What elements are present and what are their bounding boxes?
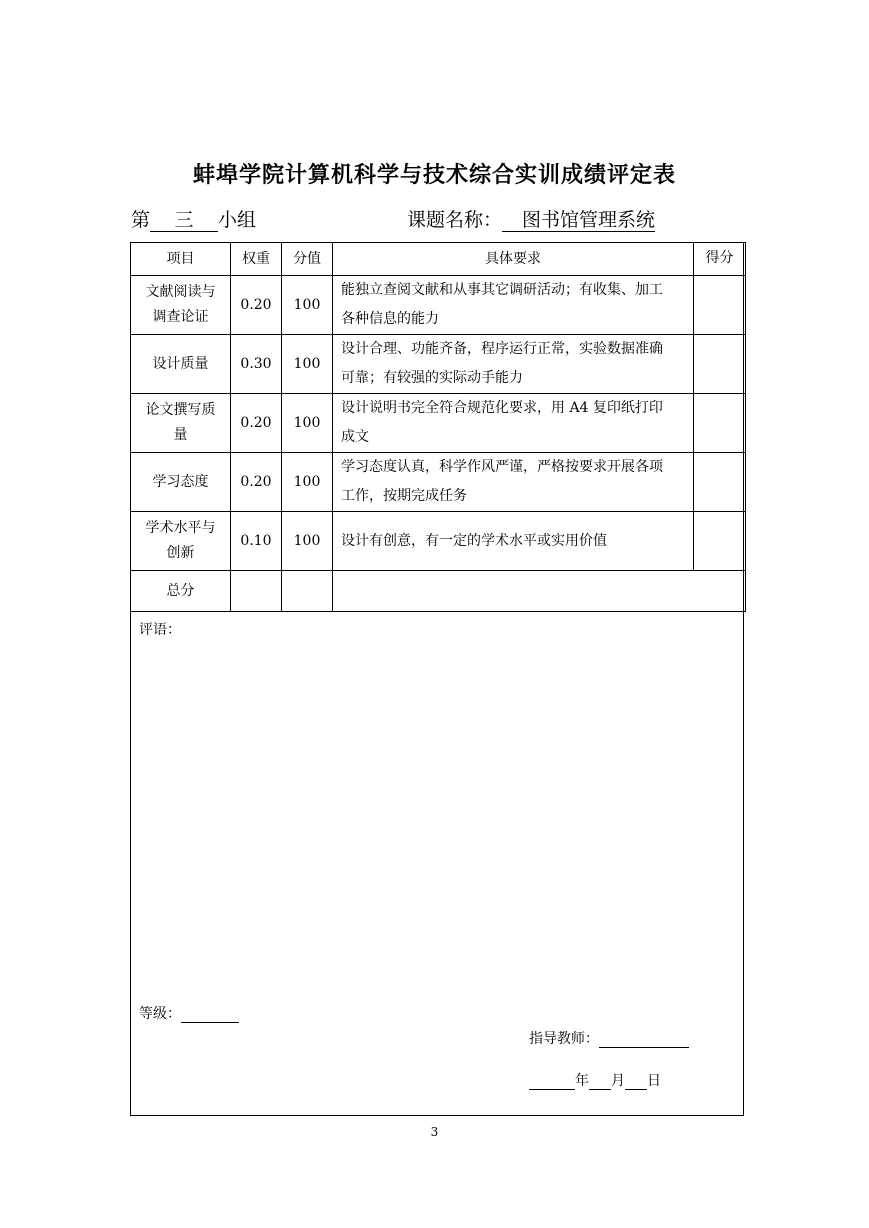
requirement-cell: 能独立查阅文献和从事其它调研活动；有收集、加工 各种信息的能力 xyxy=(333,276,694,335)
grade-field xyxy=(139,1003,239,1023)
weight-cell: 0.10 xyxy=(231,512,282,571)
points-cell: 100 xyxy=(282,512,333,571)
table-row xyxy=(131,453,746,512)
table-header-row xyxy=(131,243,746,276)
table-row xyxy=(131,335,746,394)
comments-label: 评语： xyxy=(139,622,181,638)
topic-value: 图书馆管理系统 xyxy=(502,209,655,232)
topic-label: 课题名称： xyxy=(407,209,503,231)
header-requirement: 具体要求 xyxy=(333,243,694,276)
item-cell: 设计质量 xyxy=(131,335,231,394)
year-label: 年 xyxy=(575,1073,589,1089)
item-cell: 学习态度 xyxy=(131,453,231,512)
total-weight-cell[interactable] xyxy=(231,571,282,612)
points-cell: 100 xyxy=(282,453,333,512)
group-suffix: 小组 xyxy=(218,209,257,231)
header-score: 得分 xyxy=(694,243,746,276)
points-cell: 100 xyxy=(282,394,333,453)
month-blank[interactable] xyxy=(589,1075,611,1090)
requirement-cell: 设计有创意，有一定的学术水平或实用价值 xyxy=(333,512,694,571)
topic-field xyxy=(407,205,655,232)
day-blank[interactable] xyxy=(625,1075,647,1090)
header-points: 分值 xyxy=(282,243,333,276)
score-cell[interactable] xyxy=(694,335,746,394)
teacher-label: 指导教师： xyxy=(529,1031,599,1047)
weight-cell: 0.20 xyxy=(231,394,282,453)
requirement-cell: 学习态度认真，科学作风严谨，严格按要求开展各项 工作，按期完成任务 xyxy=(333,453,694,512)
table-row xyxy=(131,394,746,453)
header-weight: 权重 xyxy=(231,243,282,276)
item-cell: 文献阅读与 调查论证 xyxy=(131,276,231,335)
teacher-blank[interactable] xyxy=(599,1033,689,1048)
grade-blank[interactable] xyxy=(181,1008,239,1023)
day-label: 日 xyxy=(647,1073,661,1089)
grade-label: 等级： xyxy=(139,1006,181,1022)
total-points-cell[interactable] xyxy=(282,571,333,612)
table-row xyxy=(131,276,746,335)
month-label: 月 xyxy=(611,1073,625,1089)
score-cell[interactable] xyxy=(694,512,746,571)
page-number: 3 xyxy=(430,1125,439,1139)
score-cell[interactable] xyxy=(694,276,746,335)
table-row xyxy=(131,512,746,571)
teacher-signature-field xyxy=(529,1028,689,1048)
weight-cell: 0.30 xyxy=(231,335,282,394)
form-title: 蚌埠学院计算机科学与技术综合实训成绩评定表 xyxy=(192,162,676,188)
item-cell: 学术水平与 创新 xyxy=(131,512,231,571)
requirement-cell: 设计说明书完全符合规范化要求，用 A4 复印纸打印 成文 xyxy=(333,394,694,453)
score-cell[interactable] xyxy=(694,394,746,453)
total-label: 总分 xyxy=(131,571,231,612)
group-field xyxy=(131,205,256,232)
item-cell: 论文撰写质 量 xyxy=(131,394,231,453)
points-cell: 100 xyxy=(282,276,333,335)
group-prefix: 第 xyxy=(131,209,151,231)
points-cell: 100 xyxy=(282,335,333,394)
weight-cell: 0.20 xyxy=(231,453,282,512)
group-number: 三 xyxy=(150,209,218,232)
date-field xyxy=(529,1070,661,1090)
header-item: 项目 xyxy=(131,243,231,276)
score-table xyxy=(130,242,746,612)
total-score-cell[interactable] xyxy=(333,571,746,612)
score-cell[interactable] xyxy=(694,453,746,512)
weight-cell: 0.20 xyxy=(231,276,282,335)
total-row xyxy=(131,571,746,612)
year-blank[interactable] xyxy=(529,1075,575,1090)
requirement-cell: 设计合理、功能齐备，程序运行正常，实验数据准确 可靠；有较强的实际动手能力 xyxy=(333,335,694,394)
